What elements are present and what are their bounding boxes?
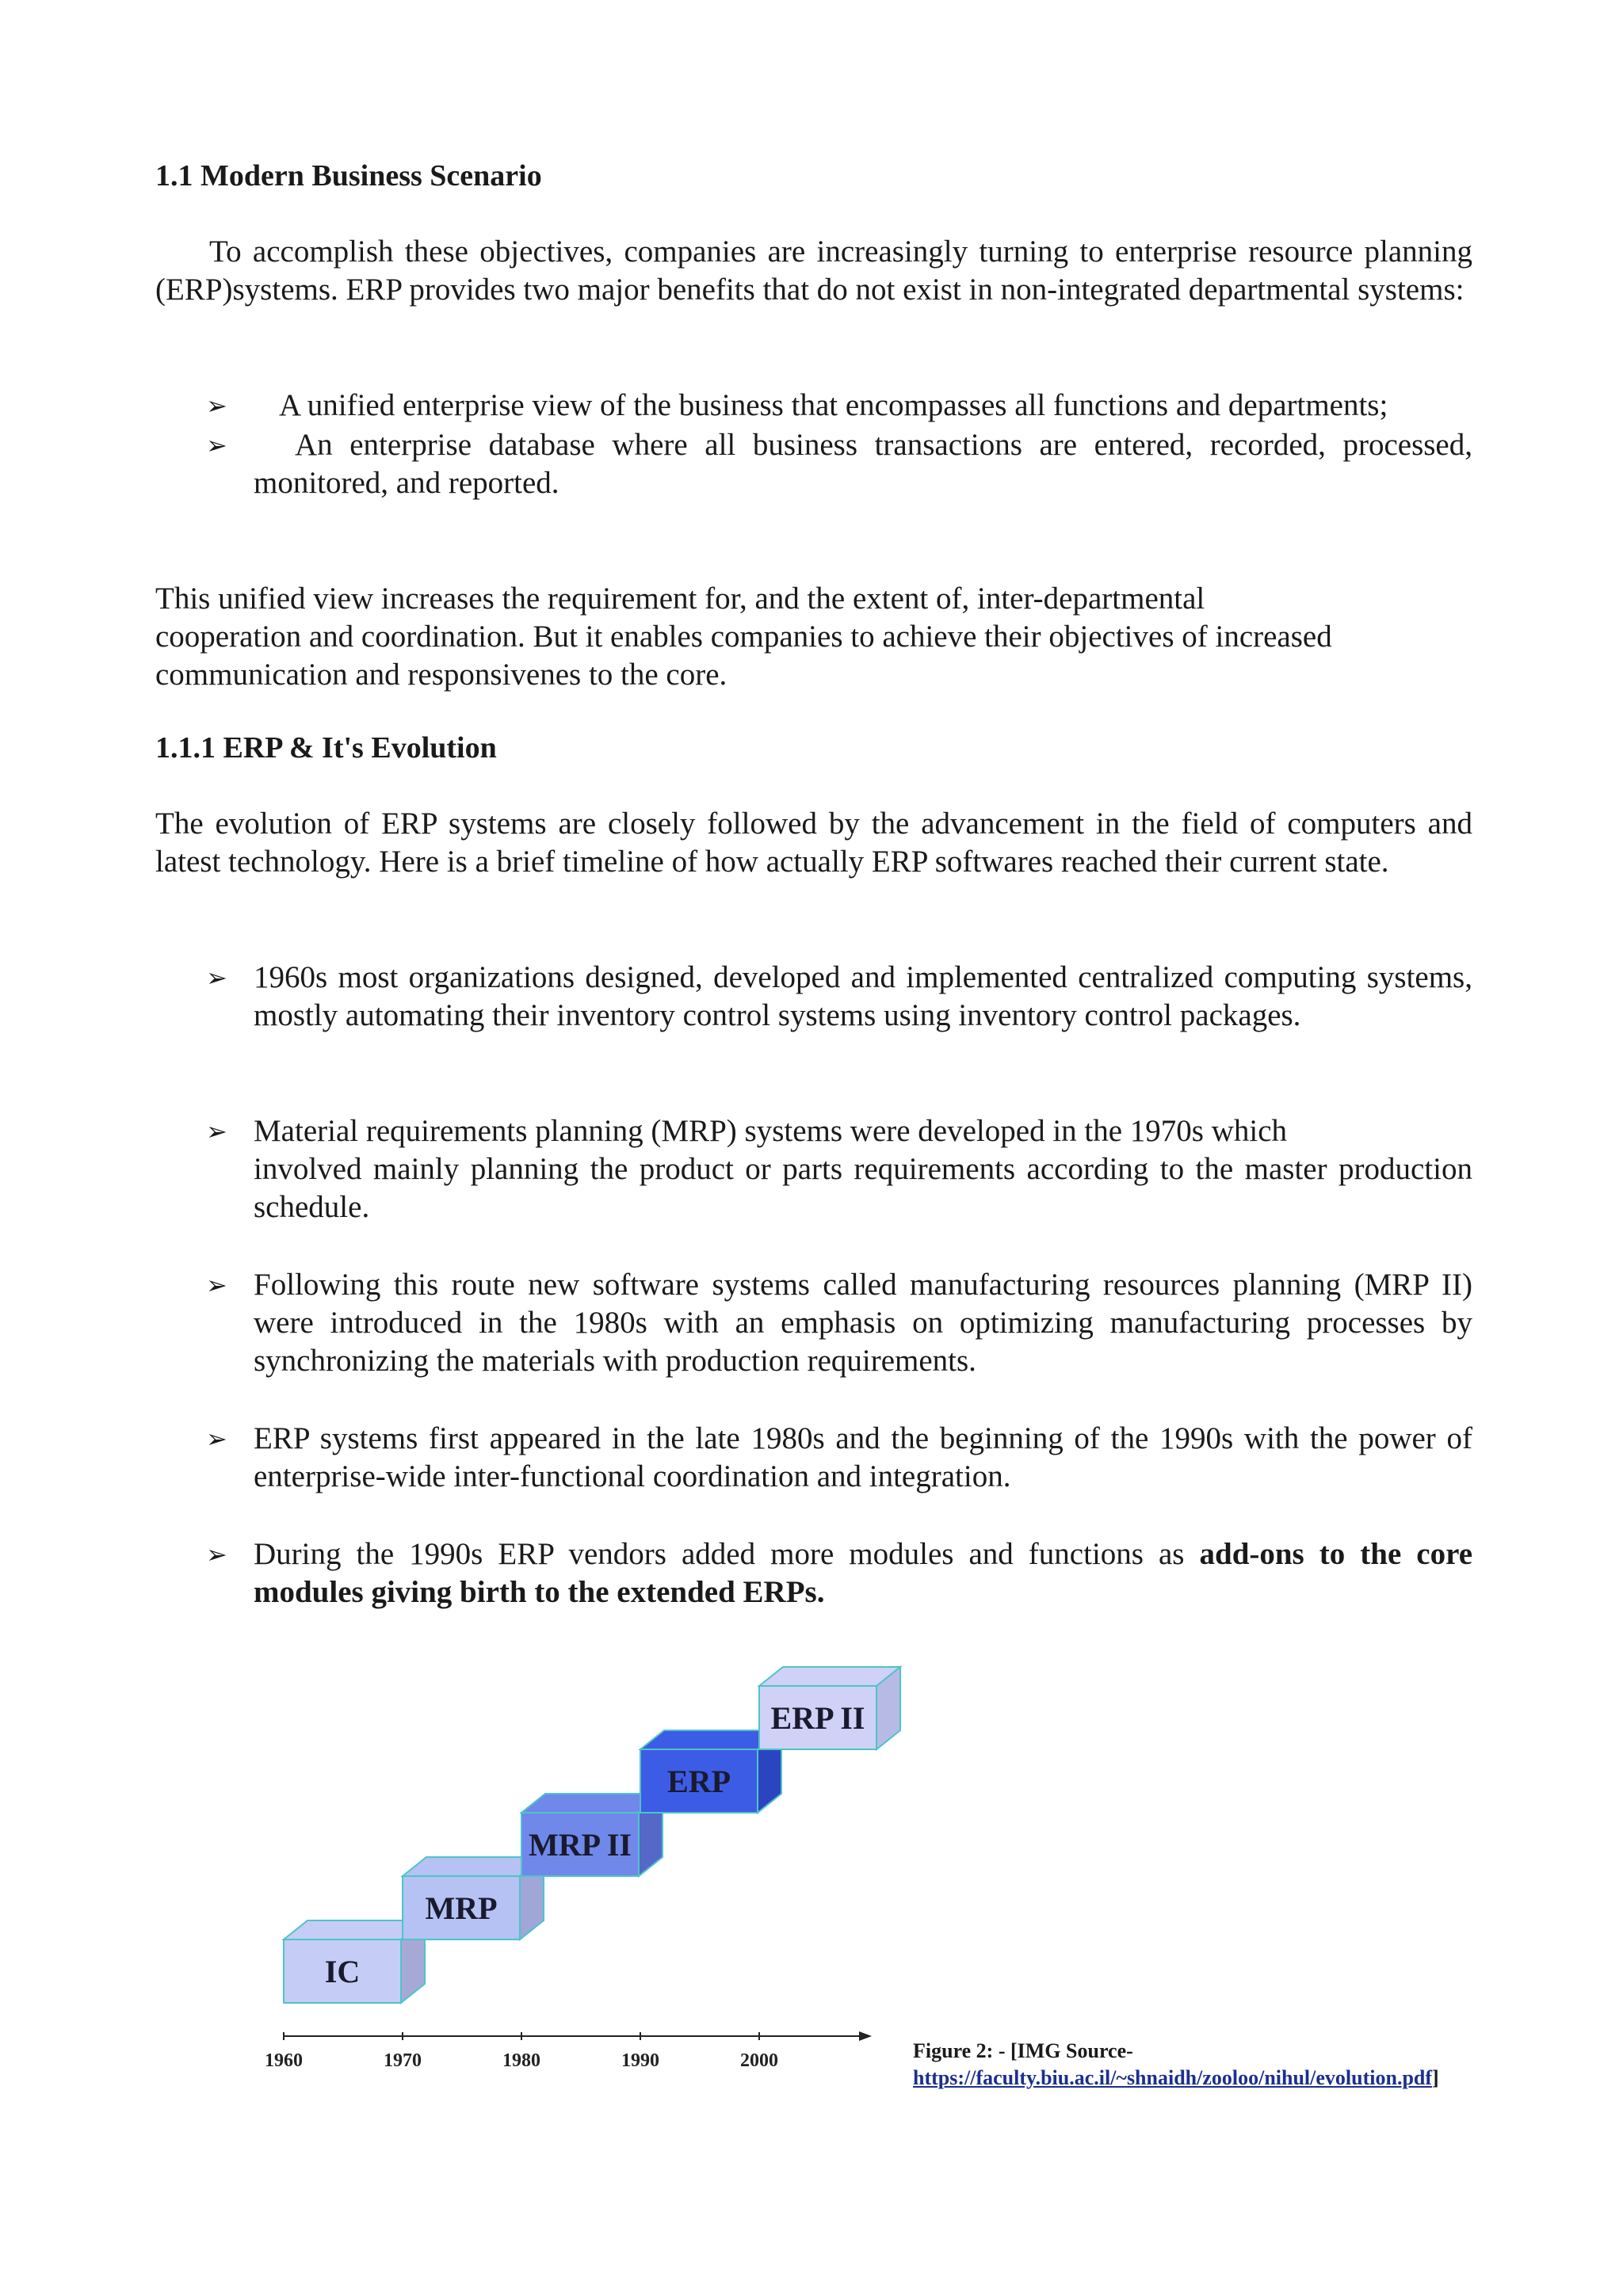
arrowhead-bullet-icon: ➢ (206, 963, 227, 993)
benefit-text: An enterprise database where all business transactions are entered, recorded, processed, monitored, and reported. (254, 428, 1472, 500)
arrowhead-bullet-icon: ➢ (206, 1424, 227, 1454)
axis-arrow-icon (859, 2031, 872, 2041)
step-label: MRP II (529, 1827, 632, 1863)
timeline-text: 1960s most organizations designed, developed and implemented centralized computing systems, mostly automating their inventory control systems using inventory control packages. (254, 960, 1472, 1032)
timeline-text-normal: During the 1990s ERP vendors added more modules and functions as (254, 1537, 1200, 1571)
subsection-intro-paragraph: The evolution of ERP systems are closely followed by the advancement in the field of computers and latest technology. Here is a brief timeline of how actually ERP softwares reached their current state. (155, 807, 1472, 879)
step-label: ERP II (770, 1700, 865, 1736)
axis-year-label: 1980 (502, 2050, 540, 2071)
axis-year-label: 2000 (740, 2050, 778, 2071)
timeline-text: Following this route new software systems called manufacturing resources planning (MRP II) were introduced in the 1980s with an emphasis on optimizing manufacturing processes by synchronizing the materials with production requirements. (254, 1268, 1472, 1378)
timeline-text: ERP systems first appeared in the late 1980s and the beginning of the 1990s with the power of enterprise-wide inter-functional coordination and integration. (254, 1421, 1472, 1493)
evolution-step-erp-ii (759, 1667, 900, 1749)
arrowhead-bullet-icon: ➢ (206, 391, 227, 421)
summary-line: communication and responsivenes to the core. (155, 658, 727, 692)
timeline-axis (265, 2031, 872, 2071)
figure-caption-prefix: Figure 2: - [IMG Source- (913, 2039, 1133, 2062)
summary-line: cooperation and coordination. But it enables companies to achieve their objectives of increased (155, 620, 1332, 654)
arrowhead-bullet-icon: ➢ (206, 1116, 227, 1146)
summary-line: This unified view increases the requirement for, and the extent of, inter-departmental (155, 582, 1205, 616)
section-heading: 1.1 Modern Business Scenario (155, 159, 542, 193)
figure-caption (913, 2038, 1439, 2092)
axis-year-label: 1990 (621, 2050, 659, 2071)
axis-year-label: 1970 (384, 2050, 422, 2071)
figure-caption-suffix: ] (1432, 2066, 1439, 2089)
step-label: MRP (425, 1890, 498, 1926)
figure-source-link[interactable]: https://faculty.biu.ac.il/~shnaidh/zooloo/nihul/evolution.pdf (913, 2066, 1433, 2089)
step-label: IC (324, 1954, 361, 1989)
axis-year-label: 1960 (265, 2050, 303, 2071)
step-label: ERP (667, 1764, 731, 1799)
arrowhead-bullet-icon: ➢ (206, 430, 227, 460)
timeline-text-first-line: Material requirements planning (MRP) systems were developed in the 1970s which (254, 1114, 1288, 1148)
benefit-text: A unified enterprise view of the business that encompasses all functions and departments; (279, 388, 1388, 422)
subsection-heading: 1.1.1 ERP & It's Evolution (155, 731, 497, 765)
arrowhead-bullet-icon: ➢ (206, 1539, 227, 1569)
arrowhead-bullet-icon: ➢ (206, 1270, 227, 1300)
timeline-text-bold: add-ons to the core modules giving birth to the extended ERPs. (254, 1537, 1473, 1609)
timeline-text-rest: involved mainly planning the product or parts requirements according to the master production schedule. (254, 1152, 1472, 1224)
section-intro-paragraph: To accomplish these objectives, companies are increasingly turning to enterprise resource planning (ERP)systems. ERP provides two major benefits that do not exist in non-integrated departmental systems: (155, 235, 1472, 307)
